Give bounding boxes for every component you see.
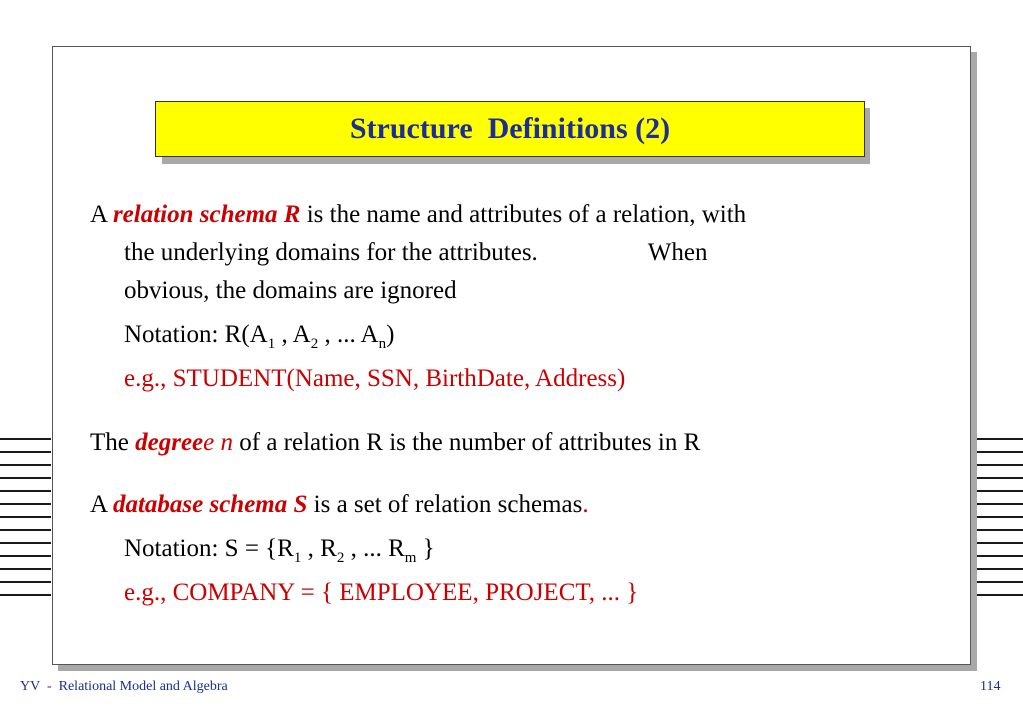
text-a-2: A bbox=[90, 491, 113, 518]
notation1-sub1: 1 bbox=[267, 336, 276, 352]
example-company: e.g., COMPANY = { EMPLOYEE, PROJECT, ... } bbox=[124, 579, 639, 606]
term-degree-n: e n bbox=[203, 429, 234, 456]
relation-schema-line-3 bbox=[90, 272, 930, 310]
relation-schema-paragraph bbox=[90, 196, 930, 234]
text-domains-ignored: obvious, the domains are ignored bbox=[124, 277, 457, 304]
notation2-prefix: Notation: S = {R bbox=[124, 535, 294, 562]
example-student: e.g., STUDENT(Name, SSN, BirthDate, Address) bbox=[124, 365, 626, 392]
degree-paragraph bbox=[90, 424, 930, 462]
text-degree-definition: of a relation R is the number of attributes in R bbox=[233, 429, 701, 456]
right-decorative-stripes bbox=[974, 438, 1023, 607]
relation-schema-line-2 bbox=[90, 234, 930, 272]
notation1-subn: n bbox=[378, 336, 387, 352]
notation2-suffix: } bbox=[416, 535, 435, 562]
notation1-prefix: Notation: R(A bbox=[124, 321, 268, 348]
text-a: A bbox=[90, 201, 107, 228]
notation2-mid2: , ... R bbox=[344, 535, 405, 562]
notation-relation bbox=[90, 316, 930, 354]
notation2-sub1: 1 bbox=[293, 550, 302, 566]
text-underlying-domains: the underlying domains for the attributes. bbox=[124, 239, 538, 266]
text-database-definition: is a set of relation schemas bbox=[307, 491, 583, 518]
term-relation-schema: relation schema R bbox=[112, 201, 301, 228]
left-decorative-stripes bbox=[0, 438, 51, 607]
term-degree: degree bbox=[135, 429, 204, 456]
title-box bbox=[155, 101, 865, 157]
database-schema-paragraph bbox=[90, 486, 930, 524]
text-when: When bbox=[647, 239, 708, 266]
text-the: The bbox=[90, 429, 136, 456]
notation2-subm: m bbox=[404, 550, 417, 566]
text-period: . bbox=[582, 491, 589, 518]
notation1-suffix: ) bbox=[386, 321, 395, 348]
footer-page-number: 114 bbox=[980, 679, 1001, 694]
text-relation-definition: is the name and attributes of a relation, with bbox=[300, 201, 747, 228]
slide-title: Structure Definitions (2) bbox=[349, 112, 671, 145]
notation2-mid1: , R bbox=[301, 535, 337, 562]
footer-course-title: YV - Relational Model and Algebra bbox=[20, 679, 228, 694]
notation-database bbox=[90, 530, 930, 568]
notation1-mid2: , ... A bbox=[318, 321, 379, 348]
notation1-mid1: , A bbox=[275, 321, 311, 348]
notation2-sub2: 2 bbox=[336, 550, 345, 566]
notation1-sub2: 2 bbox=[310, 336, 319, 352]
term-database-schema: database schema S bbox=[112, 491, 308, 518]
slide-body bbox=[90, 196, 930, 612]
